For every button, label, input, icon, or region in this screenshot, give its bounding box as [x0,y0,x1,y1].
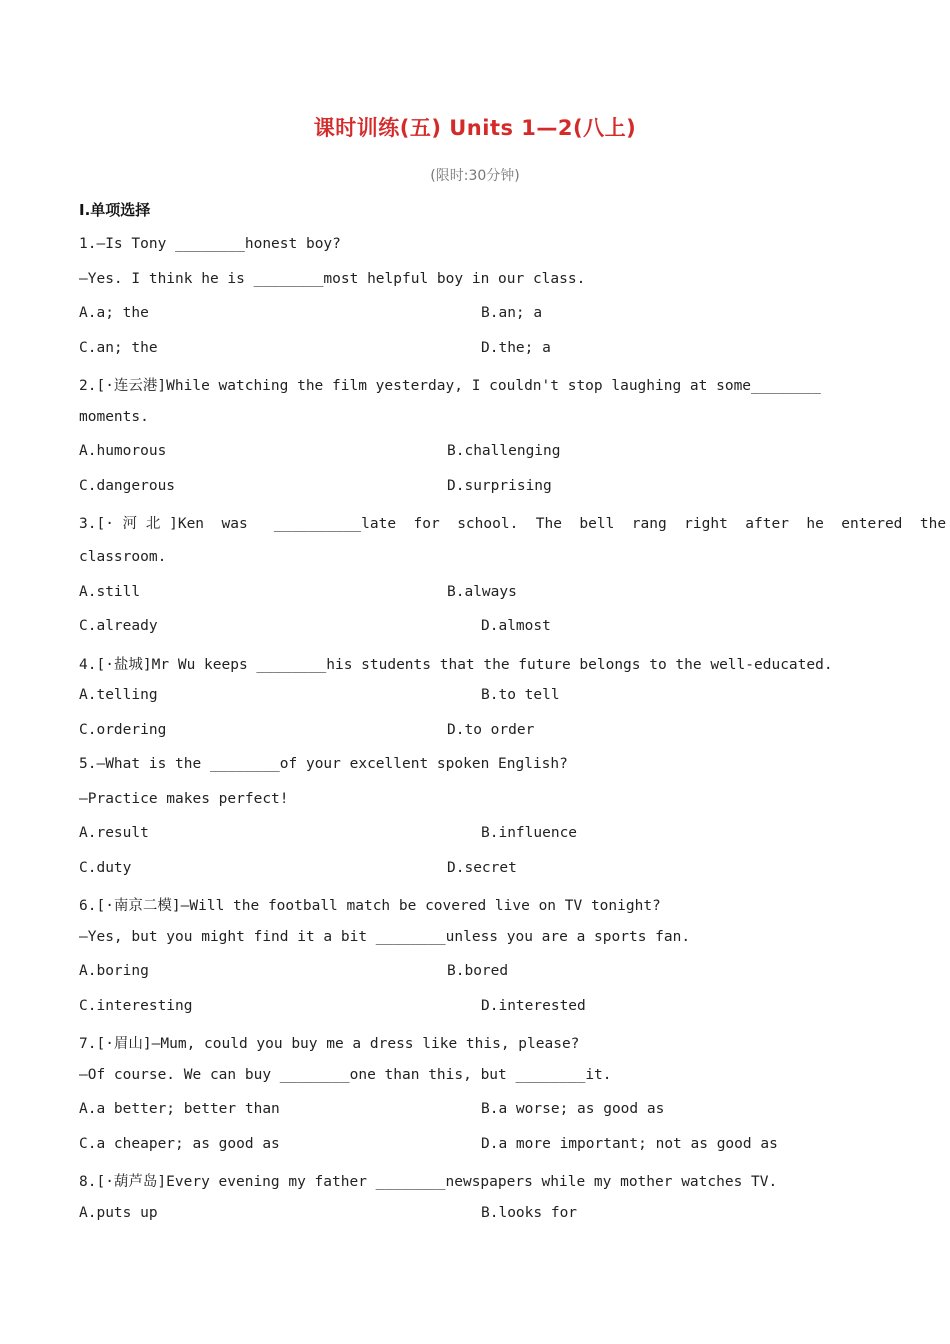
question-8-option-b[interactable]: B.looks for [481,1205,578,1221]
time-limit: (限时:30分钟) [430,168,520,184]
question-5-option-d[interactable]: D.secret [447,860,517,876]
page-title: 课时训练(五) Units 1—2(八上) [313,116,637,140]
question-2-option-a[interactable]: A.humorous [79,443,167,459]
question-7-option-c[interactable]: C.a cheaper; as good as [79,1136,280,1152]
question-2-stem-cont: moments. [79,409,149,425]
question-6-option-b[interactable]: B.bored [447,963,509,979]
question-4-option-c[interactable]: C.ordering [79,722,167,738]
question-7-option-a[interactable]: A.a better; better than [79,1101,280,1117]
question-2-option-d[interactable]: D.surprising [447,478,552,494]
question-1-stem: 1.—Is Tony ________honest boy? [79,236,341,252]
question-8-stem: 8.[·葫芦岛]Every evening my father ________newspapers while my mother watches TV. [79,1174,778,1190]
question-3-option-c[interactable]: C.already [79,618,158,634]
question-2-option-c[interactable]: C.dangerous [79,478,176,494]
question-1-option-b[interactable]: B.an; a [481,305,543,321]
question-8-option-a[interactable]: A.puts up [79,1205,158,1221]
question-4-option-b[interactable]: B.to tell [481,687,560,703]
question-6-option-d[interactable]: D.interested [481,998,586,1014]
question-7-option-d[interactable]: D.a more important; not as good as [481,1136,778,1152]
question-7-stem: 7.[·眉山]—Mum, could you buy me a dress like this, please? [79,1036,580,1052]
question-5-option-c[interactable]: C.duty [79,860,132,876]
question-1-response: —Yes. I think he is ________most helpful boy in our class. [79,271,586,287]
question-3-option-a[interactable]: A.still [79,584,141,600]
question-6-option-a[interactable]: A.boring [79,963,149,979]
question-6-response: —Yes, but you might find it a bit ________unless you are a sports fan. [79,929,691,945]
question-3-stem: 3.[· 河 北 ]Ken was __________late for school. The bell rang right after he entered the [79,516,947,532]
question-6-option-c[interactable]: C.interesting [79,998,193,1014]
question-5-response: —Practice makes perfect! [79,791,289,807]
question-7-response: —Of course. We can buy ________one than this, but ________it. [79,1067,612,1083]
question-4-option-a[interactable]: A.telling [79,687,158,703]
question-3-stem-cont: classroom. [79,549,167,565]
question-5-stem: 5.—What is the ________of your excellent spoken English? [79,756,568,772]
question-5-option-a[interactable]: A.result [79,825,149,841]
question-6-stem: 6.[·南京二模]—Will the football match be covered live on TV tonight? [79,898,661,914]
question-3-option-d[interactable]: D.almost [481,618,551,634]
question-1-option-a[interactable]: A.a; the [79,305,149,321]
question-7-option-b[interactable]: B.a worse; as good as [481,1101,665,1117]
question-4-stem: 4.[·盐城]Mr Wu keeps ________his students that the future belongs to the well-educated. [79,657,833,673]
question-4-option-d[interactable]: D.to order [447,722,535,738]
question-3-option-b[interactable]: B.always [447,584,517,600]
question-1-option-c[interactable]: C.an; the [79,340,158,356]
question-5-option-b[interactable]: B.influence [481,825,578,841]
question-1-option-d[interactable]: D.the; a [481,340,551,356]
section-heading: Ⅰ.单项选择 [79,201,151,219]
question-2-option-b[interactable]: B.challenging [447,443,561,459]
question-2-stem: 2.[·连云港]While watching the film yesterday, I couldn't stop laughing at some________ [79,378,821,394]
